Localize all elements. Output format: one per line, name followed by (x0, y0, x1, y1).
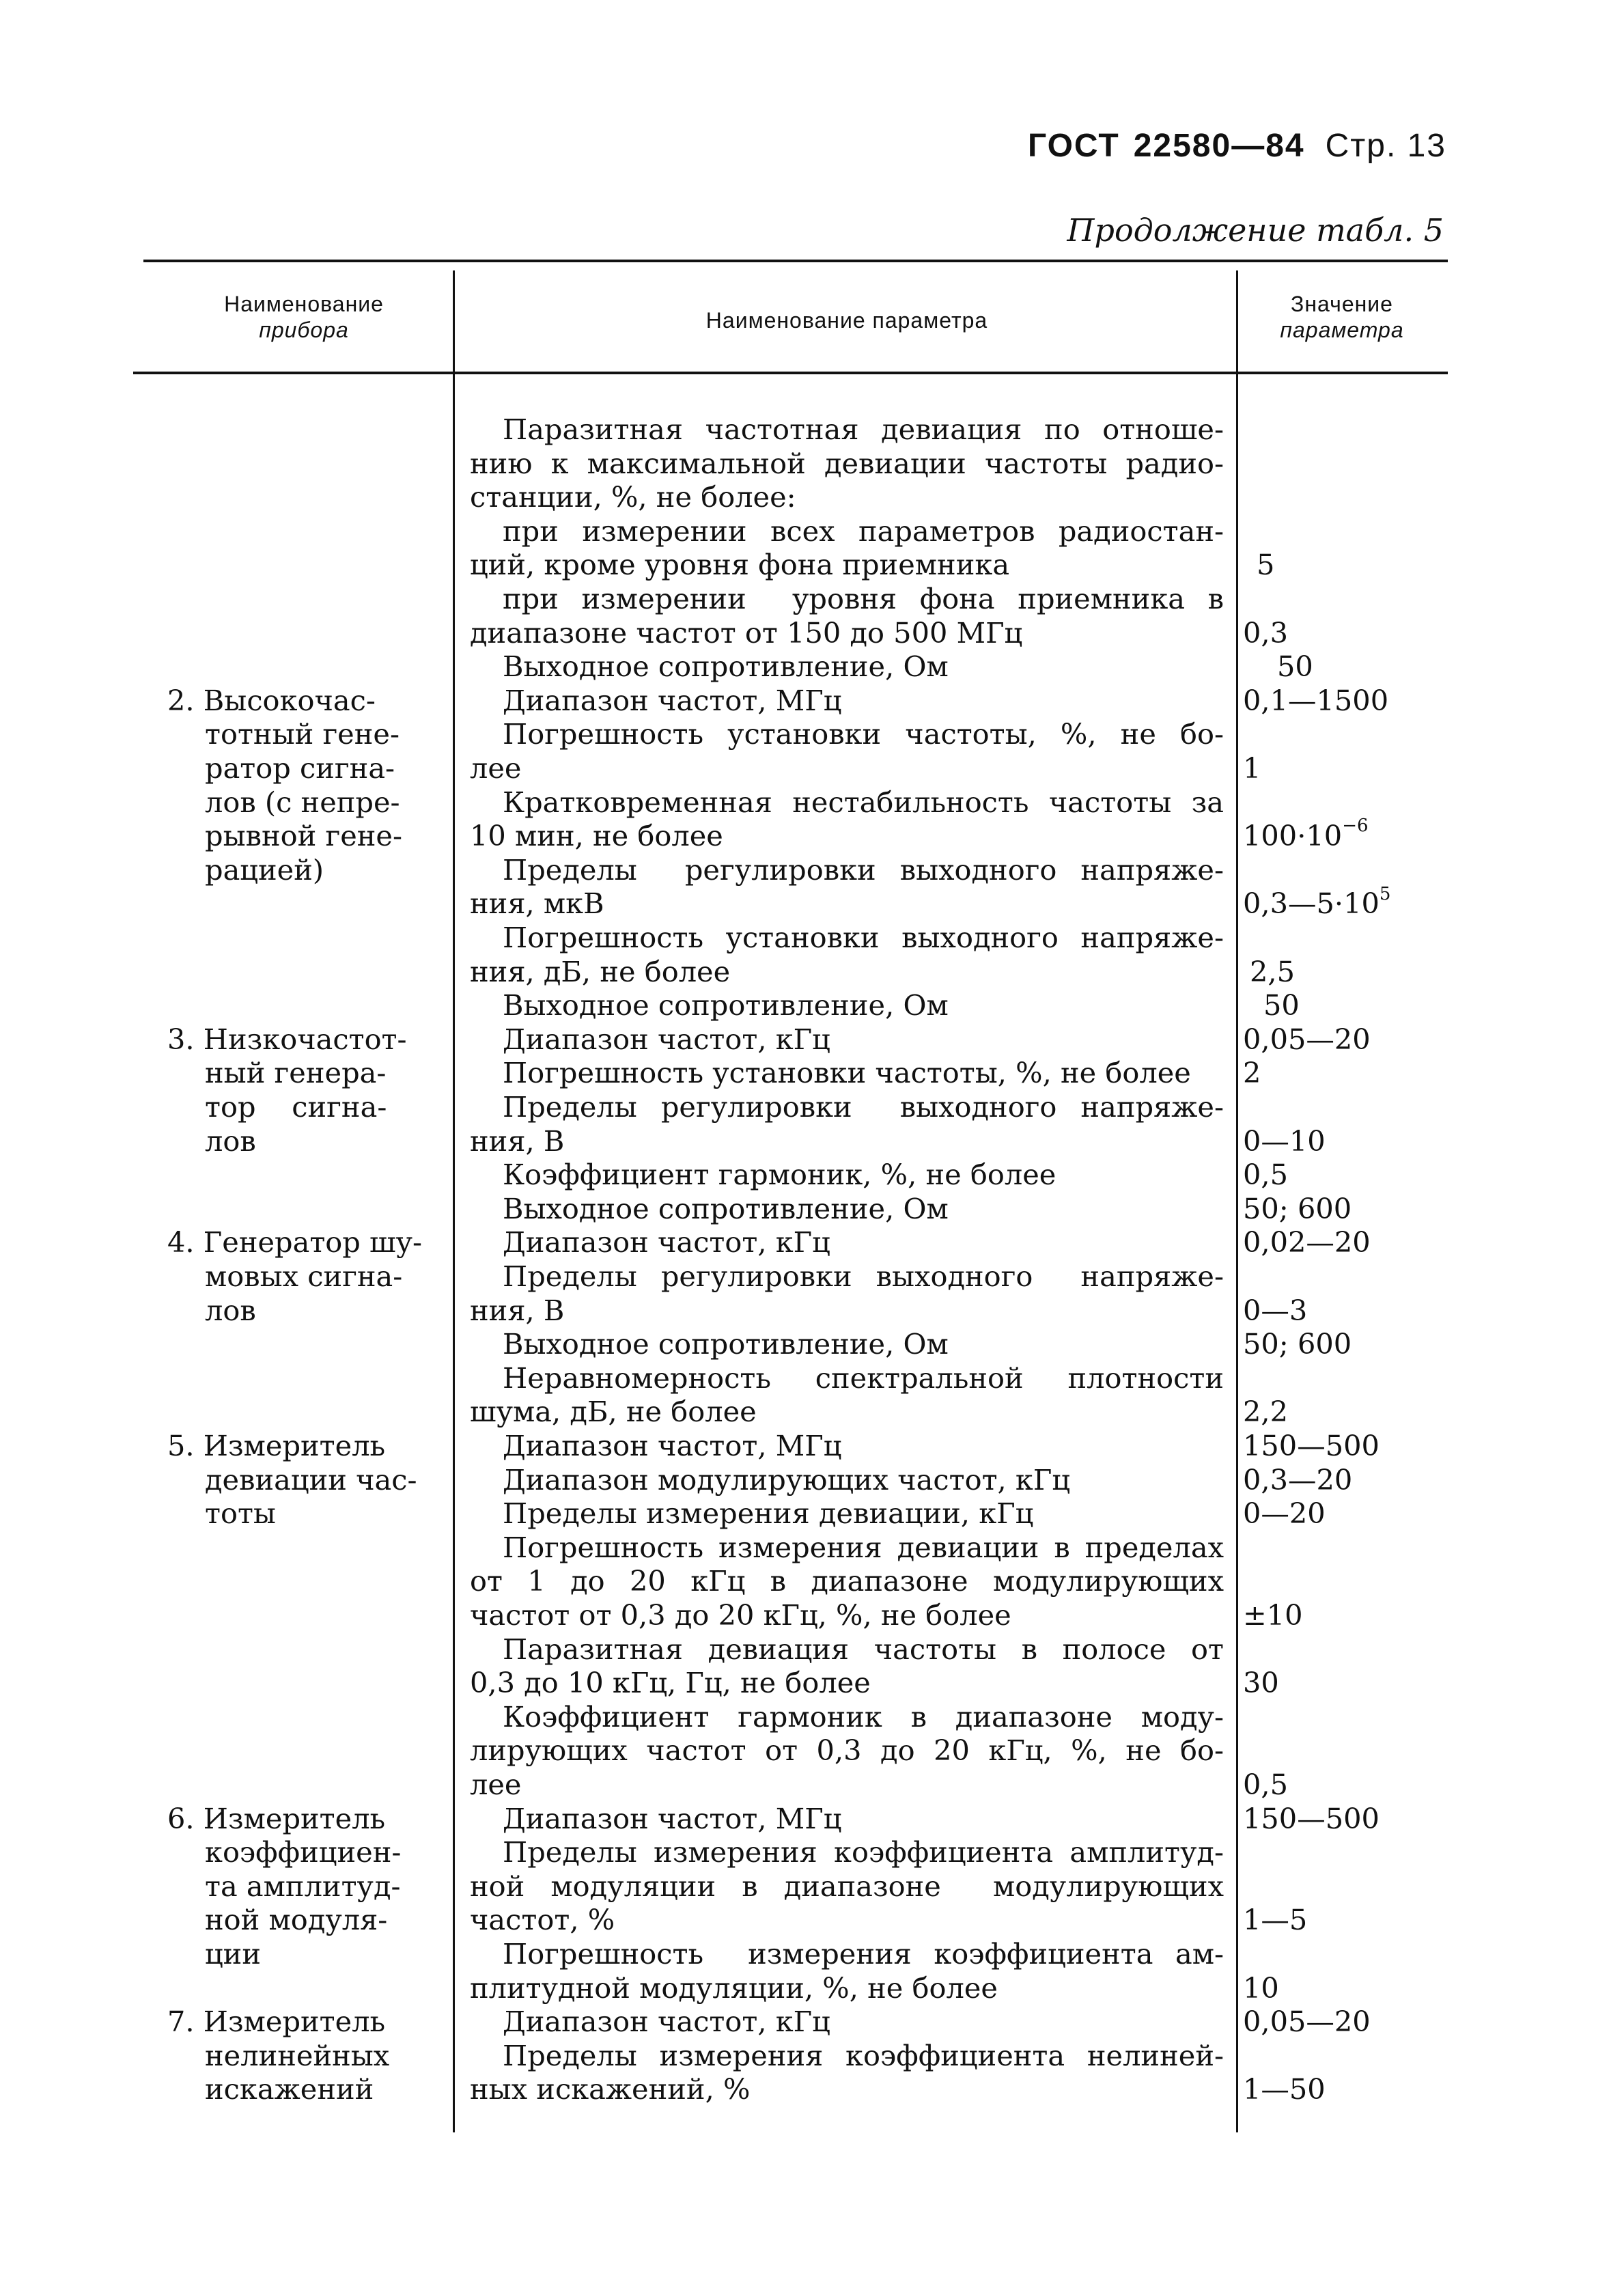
parameter-line: Погрешность установки выходного напряже- (503, 921, 1224, 954)
parameter-line: ций, кроме уровня фона приемника (470, 548, 1010, 582)
parameter-value-text: 5 (1257, 548, 1275, 582)
column-header-param-label: Наименование параметра (705, 308, 988, 333)
parameter-value-text: 0,5 (1243, 1158, 1288, 1192)
parameter-line: Пределы измерения коэффициента нелиней- (503, 2038, 1224, 2072)
standard-label: ГОСТ (1028, 128, 1120, 164)
parameter-line: Пределы измерения коэффициента амплитуд- (503, 1835, 1224, 1869)
parameter-value-text: 0,5 (1243, 1768, 1288, 1801)
parameter-value-text: 30 (1243, 1666, 1279, 1700)
parameter-line: Диапазон модулирующих частот, кГц (503, 1462, 1071, 1497)
parameter-line: Диапазон частот, МГц (503, 1429, 842, 1462)
parameter-value-text: 50 (1263, 988, 1300, 1022)
parameter-value (1243, 816, 1369, 853)
device-name-line: девиации час- (205, 1462, 417, 1497)
parameter-value-text: 100·10 (1243, 819, 1343, 853)
parameter-value-text: 0,3—20 (1243, 1462, 1353, 1497)
parameter-value-text: 50; 600 (1243, 1191, 1352, 1225)
parameter-line: ния, дБ, не более (470, 954, 731, 988)
device-name-line: мовых сигна- (205, 1259, 403, 1293)
parameter-value-text: 0,02—20 (1243, 1225, 1371, 1259)
parameter-line: Диапазон частот, кГц (503, 1225, 830, 1259)
parameter-value-text: ±10 (1243, 1598, 1303, 1632)
parameter-value (1243, 1124, 1326, 1158)
parameter-value (1243, 1903, 1307, 1937)
parameter-line: Выходное сопротивление, Ом (503, 988, 949, 1022)
parameter-line: от 1 до 20 кГц в диапазоне модулирующих (470, 1564, 1224, 1598)
parameter-line: 0,3 до 10 кГц, Гц, не более (470, 1666, 871, 1700)
parameter-value-text: 0—20 (1243, 1497, 1326, 1531)
parameter-value-text: 2,2 (1243, 1395, 1288, 1429)
parameter-line: Неравномерность спектральной плотности (503, 1361, 1224, 1395)
parameter-line: Погрешность установки частоты, %, не бо- (503, 717, 1224, 751)
parameter-value (1243, 2072, 1326, 2106)
parameter-value-text: 1—50 (1243, 2072, 1326, 2106)
parameter-line: Диапазон частот, кГц (503, 1022, 830, 1056)
device-name-line: лов (205, 1124, 256, 1158)
parameter-line: лее (470, 751, 522, 785)
device-name-line: ции (205, 1937, 262, 1971)
parameter-value (1243, 1463, 1352, 1497)
parameter-value (1243, 1971, 1279, 2005)
parameter-value-exponent: −6 (1342, 816, 1369, 837)
parameter-value (1243, 1497, 1326, 1531)
parameter-line: лее (470, 1768, 522, 1801)
column-header-device-line2: прибора (259, 318, 349, 342)
parameter-line: Погрешность измерения коэффициента ам- (503, 1937, 1224, 1971)
device-name-line: лов (с непре- (205, 785, 400, 819)
parameter-value (1243, 1768, 1288, 1802)
device-name-line: рывной гене- (205, 819, 403, 853)
device-name-line: 4. Генератор шу- (167, 1225, 423, 1259)
parameter-value-text: 150—500 (1243, 1429, 1380, 1462)
parameter-line: Кратковременная нестабильность частоты за (503, 785, 1224, 819)
parameter-value (1243, 1598, 1303, 1632)
parameter-value-text: 2 (1243, 1056, 1261, 1090)
parameter-line: Выходное сопротивление, Ом (503, 650, 949, 684)
parameter-value (1243, 1666, 1279, 1700)
parameter-value-text: 0—3 (1243, 1293, 1308, 1327)
parameter-value (1243, 1802, 1380, 1836)
parameter-line: частот от 0,3 до 20 кГц, %, не более (470, 1598, 1011, 1632)
parameter-line: частот, % (470, 1903, 615, 1937)
parameter-line: Коэффициент гармоник в диапазоне моду- (503, 1699, 1224, 1734)
parameter-value (1243, 684, 1388, 718)
standard-number: 22580—84 (1133, 128, 1305, 164)
parameter-value-text: 1—5 (1243, 1903, 1308, 1937)
parameter-value (1243, 1294, 1307, 1328)
column-header-value-line1: Значение (1291, 292, 1393, 316)
parameter-value (1243, 751, 1261, 785)
column-divider-right (1236, 270, 1238, 2132)
parameter-value (1257, 548, 1274, 582)
parameter-line: Пределы измерения девиации, кГц (503, 1497, 1034, 1531)
device-name-line: тор сигна- (205, 1090, 387, 1124)
page-number: Стр. 13 (1325, 128, 1446, 164)
parameter-line: Погрешность измерения девиации в пределах (503, 1530, 1224, 1564)
column-header-value-line2: параметра (1280, 318, 1404, 342)
parameter-value (1243, 1327, 1352, 1361)
parameter-value-text: 0,3 (1243, 615, 1288, 650)
parameter-line: Пределы регулировки выходного напряже- (503, 1259, 1224, 1293)
parameter-value (1277, 650, 1313, 684)
device-name-line: 5. Измеритель (167, 1429, 386, 1462)
parameter-value (1243, 1429, 1380, 1463)
parameter-value (1243, 1158, 1288, 1192)
parameter-line: Пределы регулировки выходного напряже- (503, 852, 1224, 887)
parameter-value (1243, 616, 1288, 650)
device-name-line: коэффициен- (205, 1835, 402, 1869)
parameter-line: лирующих частот от 0,3 до 20 кГц, %, не бо- (470, 1734, 1224, 1768)
parameter-line: Диапазон частот, кГц (503, 2005, 830, 2039)
column-header-param (471, 307, 1222, 333)
parameter-line: ной модуляции в диапазоне модулирующих (470, 1869, 1224, 1903)
device-name-line: 3. Низкочастот- (167, 1022, 407, 1056)
parameter-value-text: 10 (1243, 1971, 1279, 2005)
parameter-value (1263, 988, 1300, 1022)
parameter-value-text: 0—10 (1243, 1124, 1326, 1158)
parameter-value (1243, 2005, 1371, 2039)
parameter-line: нию к максимальной девиации частоты радио- (470, 446, 1224, 480)
parameter-value-text: 0,3—5·10 (1243, 887, 1380, 921)
parameter-value (1250, 955, 1295, 989)
parameter-line: Пределы регулировки выходного напряже- (503, 1090, 1224, 1124)
parameter-value-text: 1 (1243, 751, 1261, 785)
device-name-line: нелинейных (205, 2038, 390, 2072)
parameter-line: Паразитная девиация частоты в полосе от (503, 1632, 1224, 1666)
parameter-line: ных искажений, % (470, 2072, 751, 2106)
device-name-line: лов (205, 1293, 256, 1327)
parameter-value-exponent: 5 (1379, 883, 1391, 904)
parameter-line: ния, В (470, 1293, 565, 1327)
device-name-line: ной модуля- (205, 1903, 388, 1937)
column-header-device-line1: Наименование (224, 292, 384, 316)
page-header (1028, 127, 1446, 165)
device-name-line: искажений (205, 2072, 374, 2106)
column-header-device (167, 291, 440, 343)
parameter-line: Коэффициент гармоник, %, не более (503, 1158, 1056, 1192)
parameter-line: ния, мкВ (470, 887, 604, 921)
device-name-line: ратор сигна- (205, 751, 395, 785)
parameter-line: плитудной модуляции, %, не более (470, 1971, 998, 2005)
parameter-line: Диапазон частот, МГц (503, 683, 842, 717)
table-header-rule (133, 372, 1448, 374)
parameter-line: Выходное сопротивление, Ом (503, 1327, 949, 1361)
parameter-value-text: 0,05—20 (1243, 1022, 1371, 1056)
table-top-rule (143, 260, 1448, 262)
parameter-value (1243, 1056, 1261, 1090)
device-name-line: 6. Измеритель (167, 1801, 386, 1835)
parameter-value (1243, 1192, 1352, 1226)
device-name-line: та амплитуд- (205, 1869, 401, 1903)
parameter-value (1243, 1022, 1371, 1057)
device-name-line: тоты (205, 1497, 276, 1531)
parameter-value-text: 50; 600 (1243, 1327, 1352, 1361)
parameter-line: ния, В (470, 1124, 565, 1158)
parameter-line: 10 мин, не более (470, 819, 723, 853)
parameter-value (1243, 1395, 1288, 1429)
table-continuation-note: Продолжение табл. 5 (1067, 212, 1444, 249)
parameter-value (1243, 883, 1391, 921)
device-name-line: рацией) (205, 852, 324, 887)
device-name-line: ный генера- (205, 1056, 387, 1090)
device-name-line: тотный гене- (205, 717, 400, 751)
column-header-value (1243, 291, 1441, 343)
parameter-value-text: 2,5 (1250, 954, 1295, 988)
parameter-line: Выходное сопротивление, Ом (503, 1191, 949, 1225)
parameter-line: при измерении уровня фона приемника в (503, 582, 1224, 615)
parameter-value-text: 0,05—20 (1243, 2005, 1371, 2039)
parameter-value-text: 0,1—1500 (1243, 683, 1389, 717)
parameter-value-text: 150—500 (1243, 1801, 1380, 1835)
parameter-line: станции, %, не более: (470, 480, 796, 514)
parameter-line: диапазоне частот от 150 до 500 МГц (470, 615, 1023, 650)
device-name-line: 2. Высокочас- (167, 683, 376, 717)
parameter-line: Диапазон частот, МГц (503, 1801, 842, 1835)
parameter-line: шума, дБ, не более (470, 1395, 757, 1429)
parameter-value (1243, 1225, 1371, 1259)
parameter-line: Погрешность установки частоты, %, не более (503, 1056, 1191, 1090)
parameter-line: Паразитная частотная девиация по отноше- (503, 413, 1224, 446)
parameter-value-text: 50 (1277, 650, 1313, 684)
device-name-line: 7. Измеритель (167, 2005, 386, 2039)
parameter-line: при измерении всех параметров радиостан- (503, 514, 1224, 548)
